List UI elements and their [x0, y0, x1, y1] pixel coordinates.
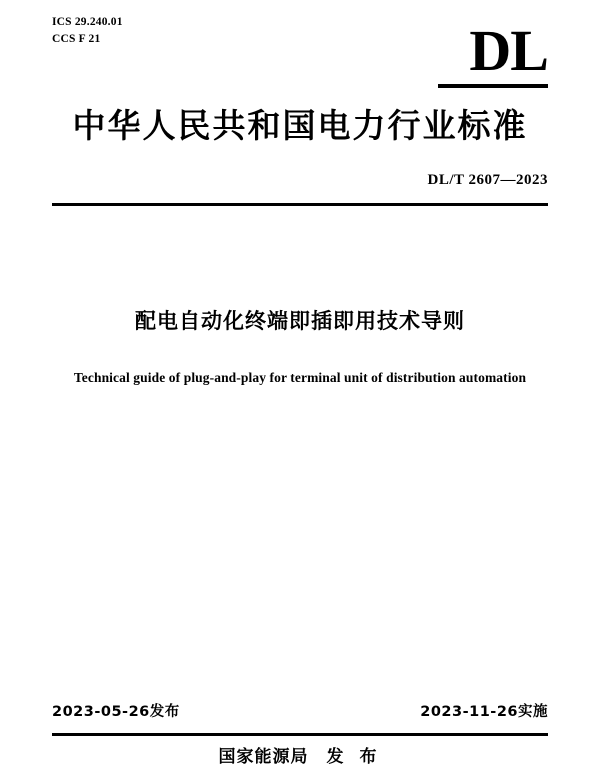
document-title-english: Technical guide of plug-and-play for terminal unit of distribution automation [73, 370, 527, 385]
ccs-code: CCS F 21 [52, 32, 101, 45]
standard-number: DL/T 2607—2023 [427, 172, 548, 188]
issue-date: 2023-05-26发布 [52, 704, 180, 720]
header-divider [52, 203, 548, 206]
ics-code: ICS 29.240.01 [52, 16, 123, 28]
implementation-date: 2023-11-26实施 [420, 704, 548, 720]
document-title-chinese: 配电自动化终端即插即用技术导则 [135, 309, 465, 333]
dl-logo: DL [469, 18, 548, 83]
dl-logo-underline [438, 84, 548, 88]
issuer-name: 国家能源局 [218, 747, 309, 767]
footer-divider [52, 733, 548, 736]
issuing-authority [0, 742, 600, 767]
standard-family-title: 中华人民共和国电力行业标准 [72, 106, 528, 145]
issuer-verb: 发 布 [326, 747, 382, 767]
